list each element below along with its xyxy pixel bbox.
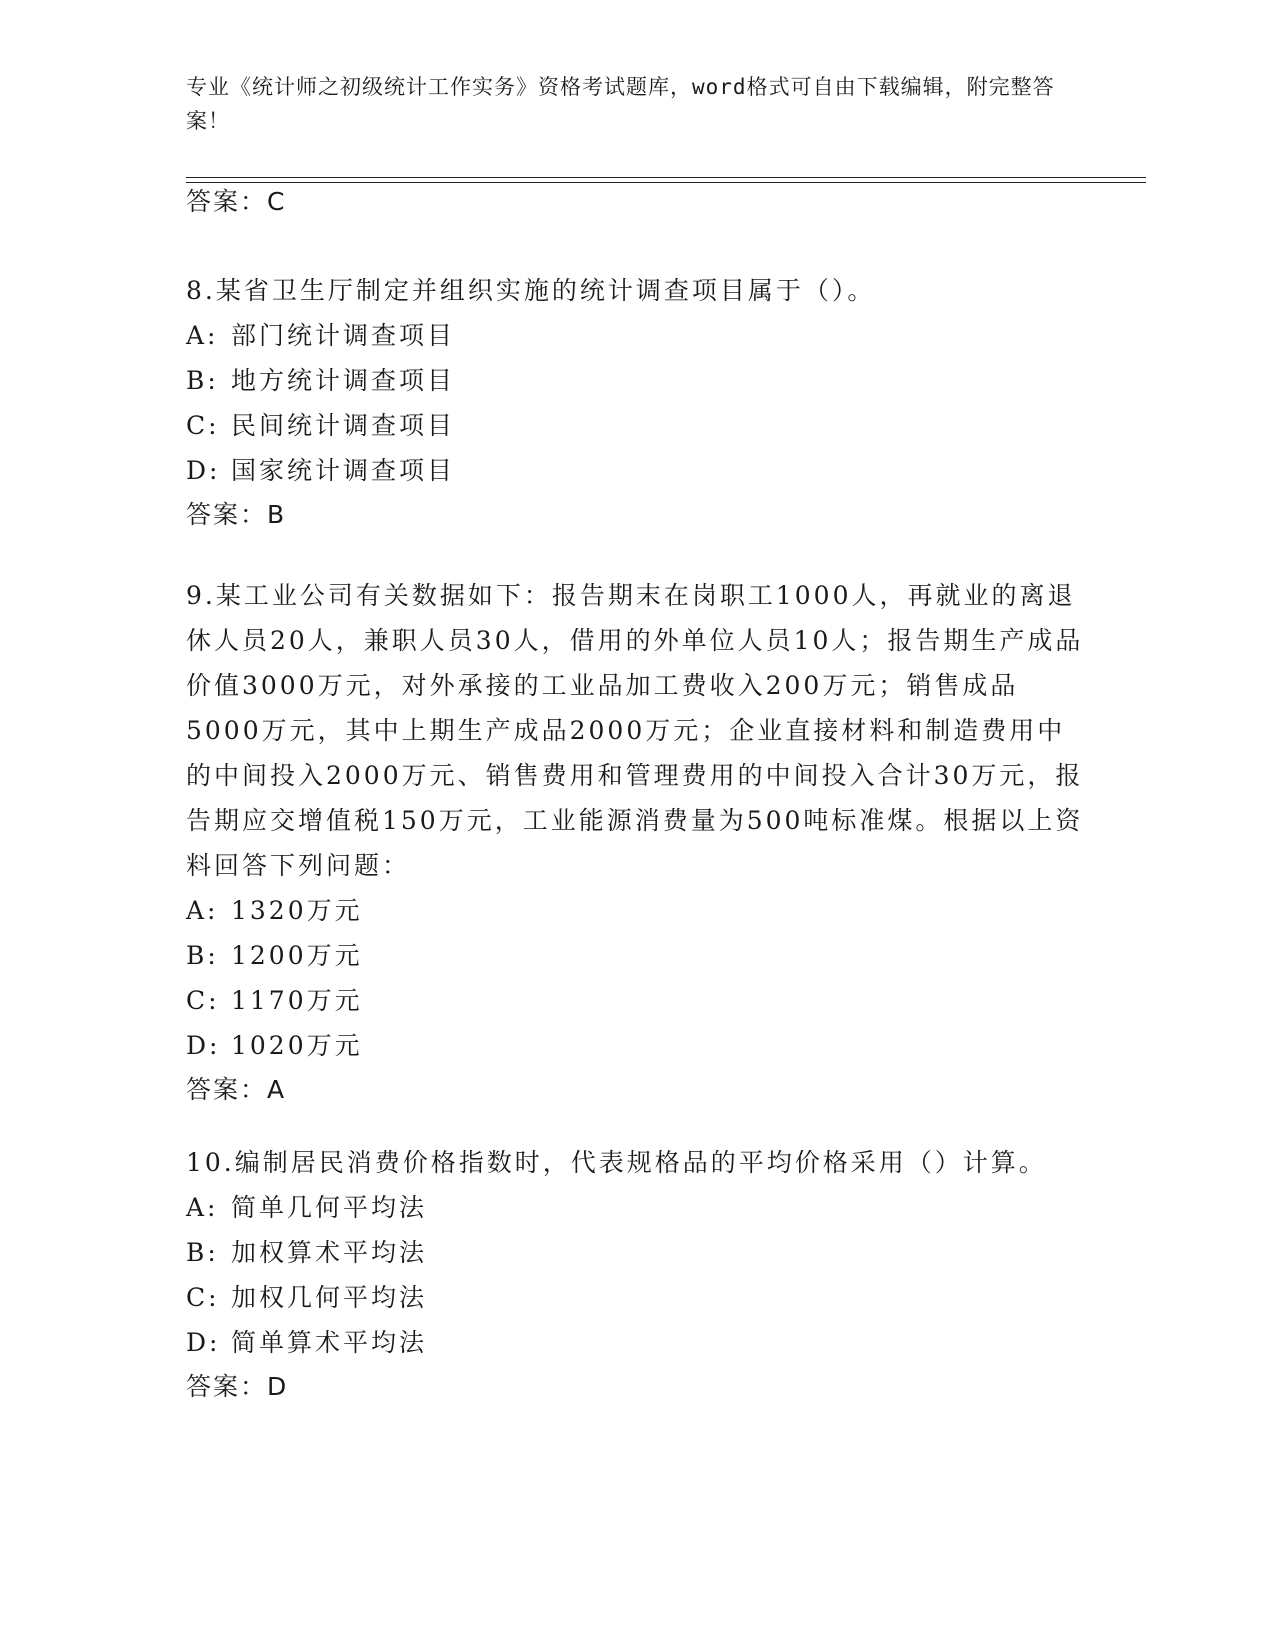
answer-line: 答案：C <box>186 187 287 216</box>
option-text: 部门统计调查项目 <box>231 321 456 350</box>
option-key: D: <box>186 1031 221 1060</box>
option-d <box>186 1023 1086 1068</box>
option-c <box>186 403 1086 448</box>
option-key: C: <box>186 411 220 440</box>
option-text: 民间统计调查项目 <box>231 411 456 440</box>
option-text: 1170万元 <box>231 986 363 1015</box>
option-key: B: <box>186 366 219 395</box>
option-key: D: <box>186 1328 221 1357</box>
question-stem: 10.编制居民消费价格指数时，代表规格品的平均价格采用（）计算。 <box>186 1148 1047 1177</box>
option-text: 地方统计调查项目 <box>231 366 456 395</box>
answer-line: 答案：B <box>186 500 287 529</box>
option-key: B: <box>186 1238 219 1267</box>
answer-line: 答案：D <box>186 1372 289 1401</box>
option-d <box>186 1320 1086 1365</box>
option-a <box>186 1185 1086 1230</box>
option-b <box>186 1230 1086 1275</box>
header-divider <box>186 177 1146 178</box>
question-stem: 9.某工业公司有关数据如下：报告期末在岗职工1000人，再就业的离退休人员20人，兼职人员30人，借用的外单位人员10人；报告期生产成品价值3000万元，对外承接的工业品加工费收入200万元；销售成品5000万元，其中上期生产成品2000万元；企业直接材料和制造费用中的中间投入2000万元、销售费用和管理费用的中间投入合计30万元，报告期应交增值税150万元，工业能源消费量为500吨标准煤。根据以上资料回答下列问题： <box>186 581 1084 880</box>
option-text: 加权几何平均法 <box>231 1283 428 1312</box>
question-item <box>186 268 1086 535</box>
option-c <box>186 1275 1086 1320</box>
question-stem: 8.某省卫生厅制定并组织实施的统计调查项目属于（）。 <box>186 276 876 305</box>
option-key: D: <box>186 456 221 485</box>
option-a <box>186 888 1086 933</box>
option-b <box>186 933 1086 978</box>
option-text: 国家统计调查项目 <box>231 456 456 485</box>
option-key: A: <box>186 1193 219 1222</box>
option-text: 简单算术平均法 <box>231 1328 428 1357</box>
option-key: C: <box>186 986 220 1015</box>
option-text: 1200万元 <box>231 941 363 970</box>
question-item <box>186 1140 1086 1407</box>
option-key: B: <box>186 941 219 970</box>
document-intro: 专业《统计师之初级统计工作实务》资格考试题库，word格式可自由下载编辑，附完整答案！ <box>186 75 1055 133</box>
option-key: A: <box>186 896 219 925</box>
option-text: 简单几何平均法 <box>231 1193 428 1222</box>
option-text: 1020万元 <box>231 1031 363 1060</box>
option-key: C: <box>186 1283 220 1312</box>
question-item <box>186 573 1086 1110</box>
option-a <box>186 313 1086 358</box>
option-key: A: <box>186 321 219 350</box>
answer-line: 答案：A <box>186 1075 287 1104</box>
option-text: 加权算术平均法 <box>231 1238 428 1267</box>
option-b <box>186 358 1086 403</box>
option-text: 1320万元 <box>231 896 363 925</box>
option-c <box>186 978 1086 1023</box>
option-d <box>186 448 1086 493</box>
